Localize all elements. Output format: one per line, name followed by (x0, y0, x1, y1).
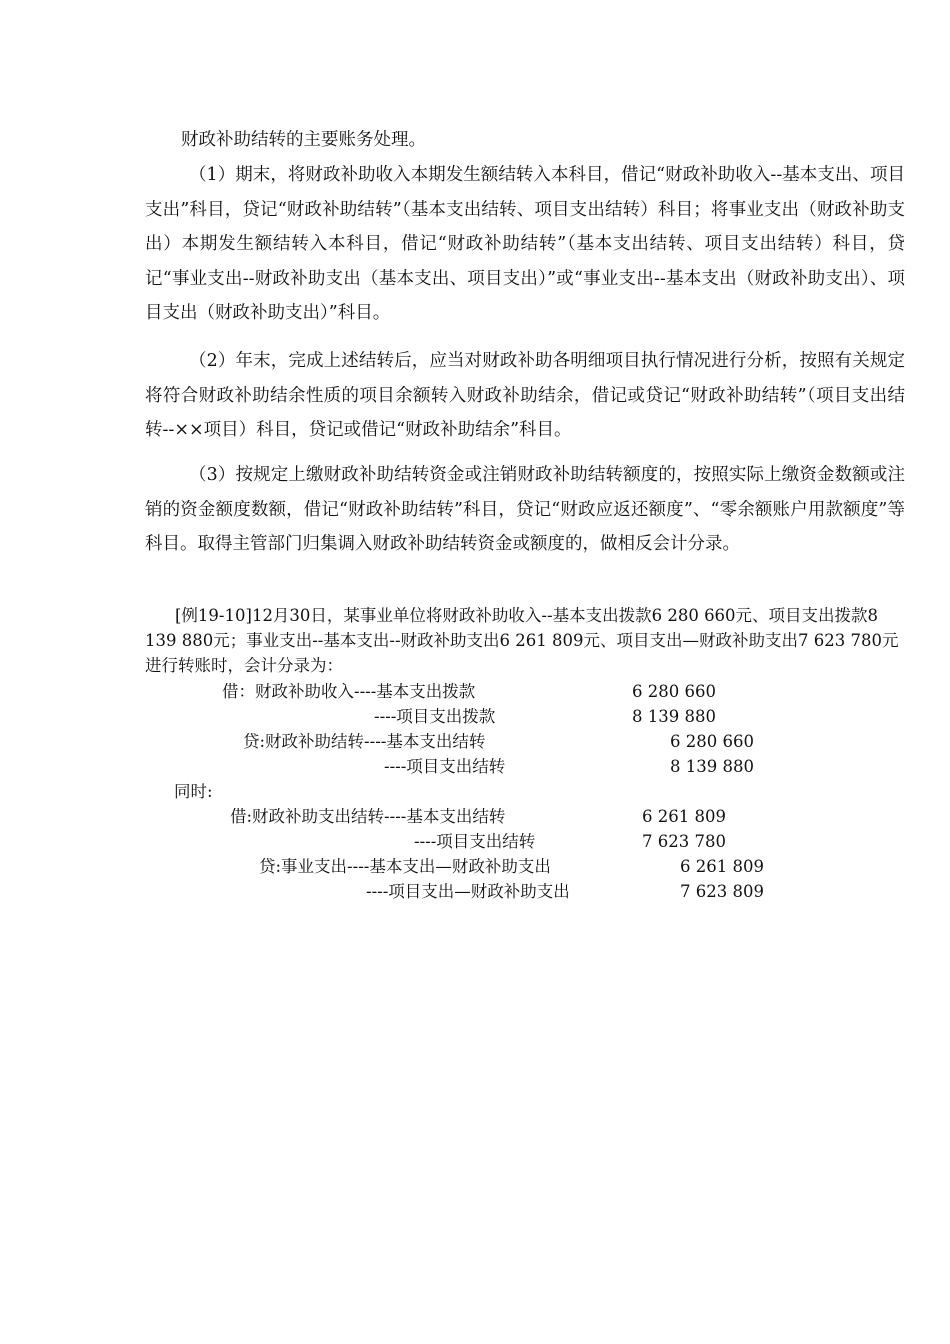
entry2-credit-label: 贷:事业支出----基本支出—财政补助支出 (259, 857, 551, 876)
entry2-credit2-amount: 7 623 809 (680, 882, 764, 901)
entry1-debit-amount: 6 280 660 (632, 682, 716, 701)
entry1-credit-label: 贷:财政补助结转----基本支出结转 (243, 732, 486, 751)
paragraph-2: （2）年末，完成上述结转后，应当对财政补助各明细项目执行情况进行分析，按照有关规定将符合财政补助结余性质的项目余额转入财政补助结余，借记或贷记“财政补助结转”（项目支出结转--××项目）科目，贷记或借记“财政补助结余”科目。 (145, 351, 905, 440)
entry2-debit-amount: 6 261 809 (642, 807, 726, 826)
entry1-debit2-amount: 8 139 880 (632, 707, 716, 726)
tongshi-label: 同时: (174, 782, 213, 801)
entry1-credit2-label: ----项目支出结转 (384, 757, 506, 776)
paragraph-1: （1）期末，将财政补助收入本期发生额结转入本科目，借记“财政补助收入--基本支出、项目支出”科目，贷记“财政补助结转”（基本支出结转、项目支出结转）科目；将事业支出（财政补助支出）本期发生额结转入本科目，借记“财政补助结转”（基本支出结转、项目支出结转）科目，贷记“事业支出--财政补助支出（基本支出、项目支出）”或“事业支出--基本支出（财政补助支出）、项目支出（财政补助支出）”科目。 (145, 165, 905, 323)
paragraph-3: （3）按规定上缴财政补助结转资金或注销财政补助结转额度的，按照实际上缴资金数额或注销的资金额度数额，借记“财政补助结转”科目，贷记“财政应返还额度”、“零余额账户用款额度”等科目。取得主管部门归集调入财政补助结转资金或额度的，做相反会计分录。 (145, 465, 905, 554)
entry2-debit-label: 借:财政补助支出结转----基本支出结转 (230, 807, 506, 826)
entry1-debit2-label: ----项目支出拨款 (374, 707, 496, 726)
entry2-debit2-amount: 7 623 780 (642, 832, 726, 851)
entry2-credit2-label: ----项目支出—财政补助支出 (366, 882, 570, 901)
section-title: 财政补助结转的主要账务处理。 (181, 130, 426, 150)
entry2-credit-amount: 6 261 809 (680, 857, 764, 876)
entry1-credit2-amount: 8 139 880 (670, 757, 754, 776)
entry1-credit-amount: 6 280 660 (670, 732, 754, 751)
example-paragraph: [例19-10]12月30日，某事业单位将财政补助收入--基本支出拨款6 280 660元、项目支出拨款8 139 880元；事业支出--基本支出--财政补助支出6 261 809元、项目支出—财政补助支出7 623 780元进行转账时，会计分录为： (145, 606, 899, 675)
entry2-debit2-label: ----项目支出结转 (414, 832, 536, 851)
entry1-debit-label: 借：财政补助收入----基本支出拨款 (222, 682, 476, 701)
